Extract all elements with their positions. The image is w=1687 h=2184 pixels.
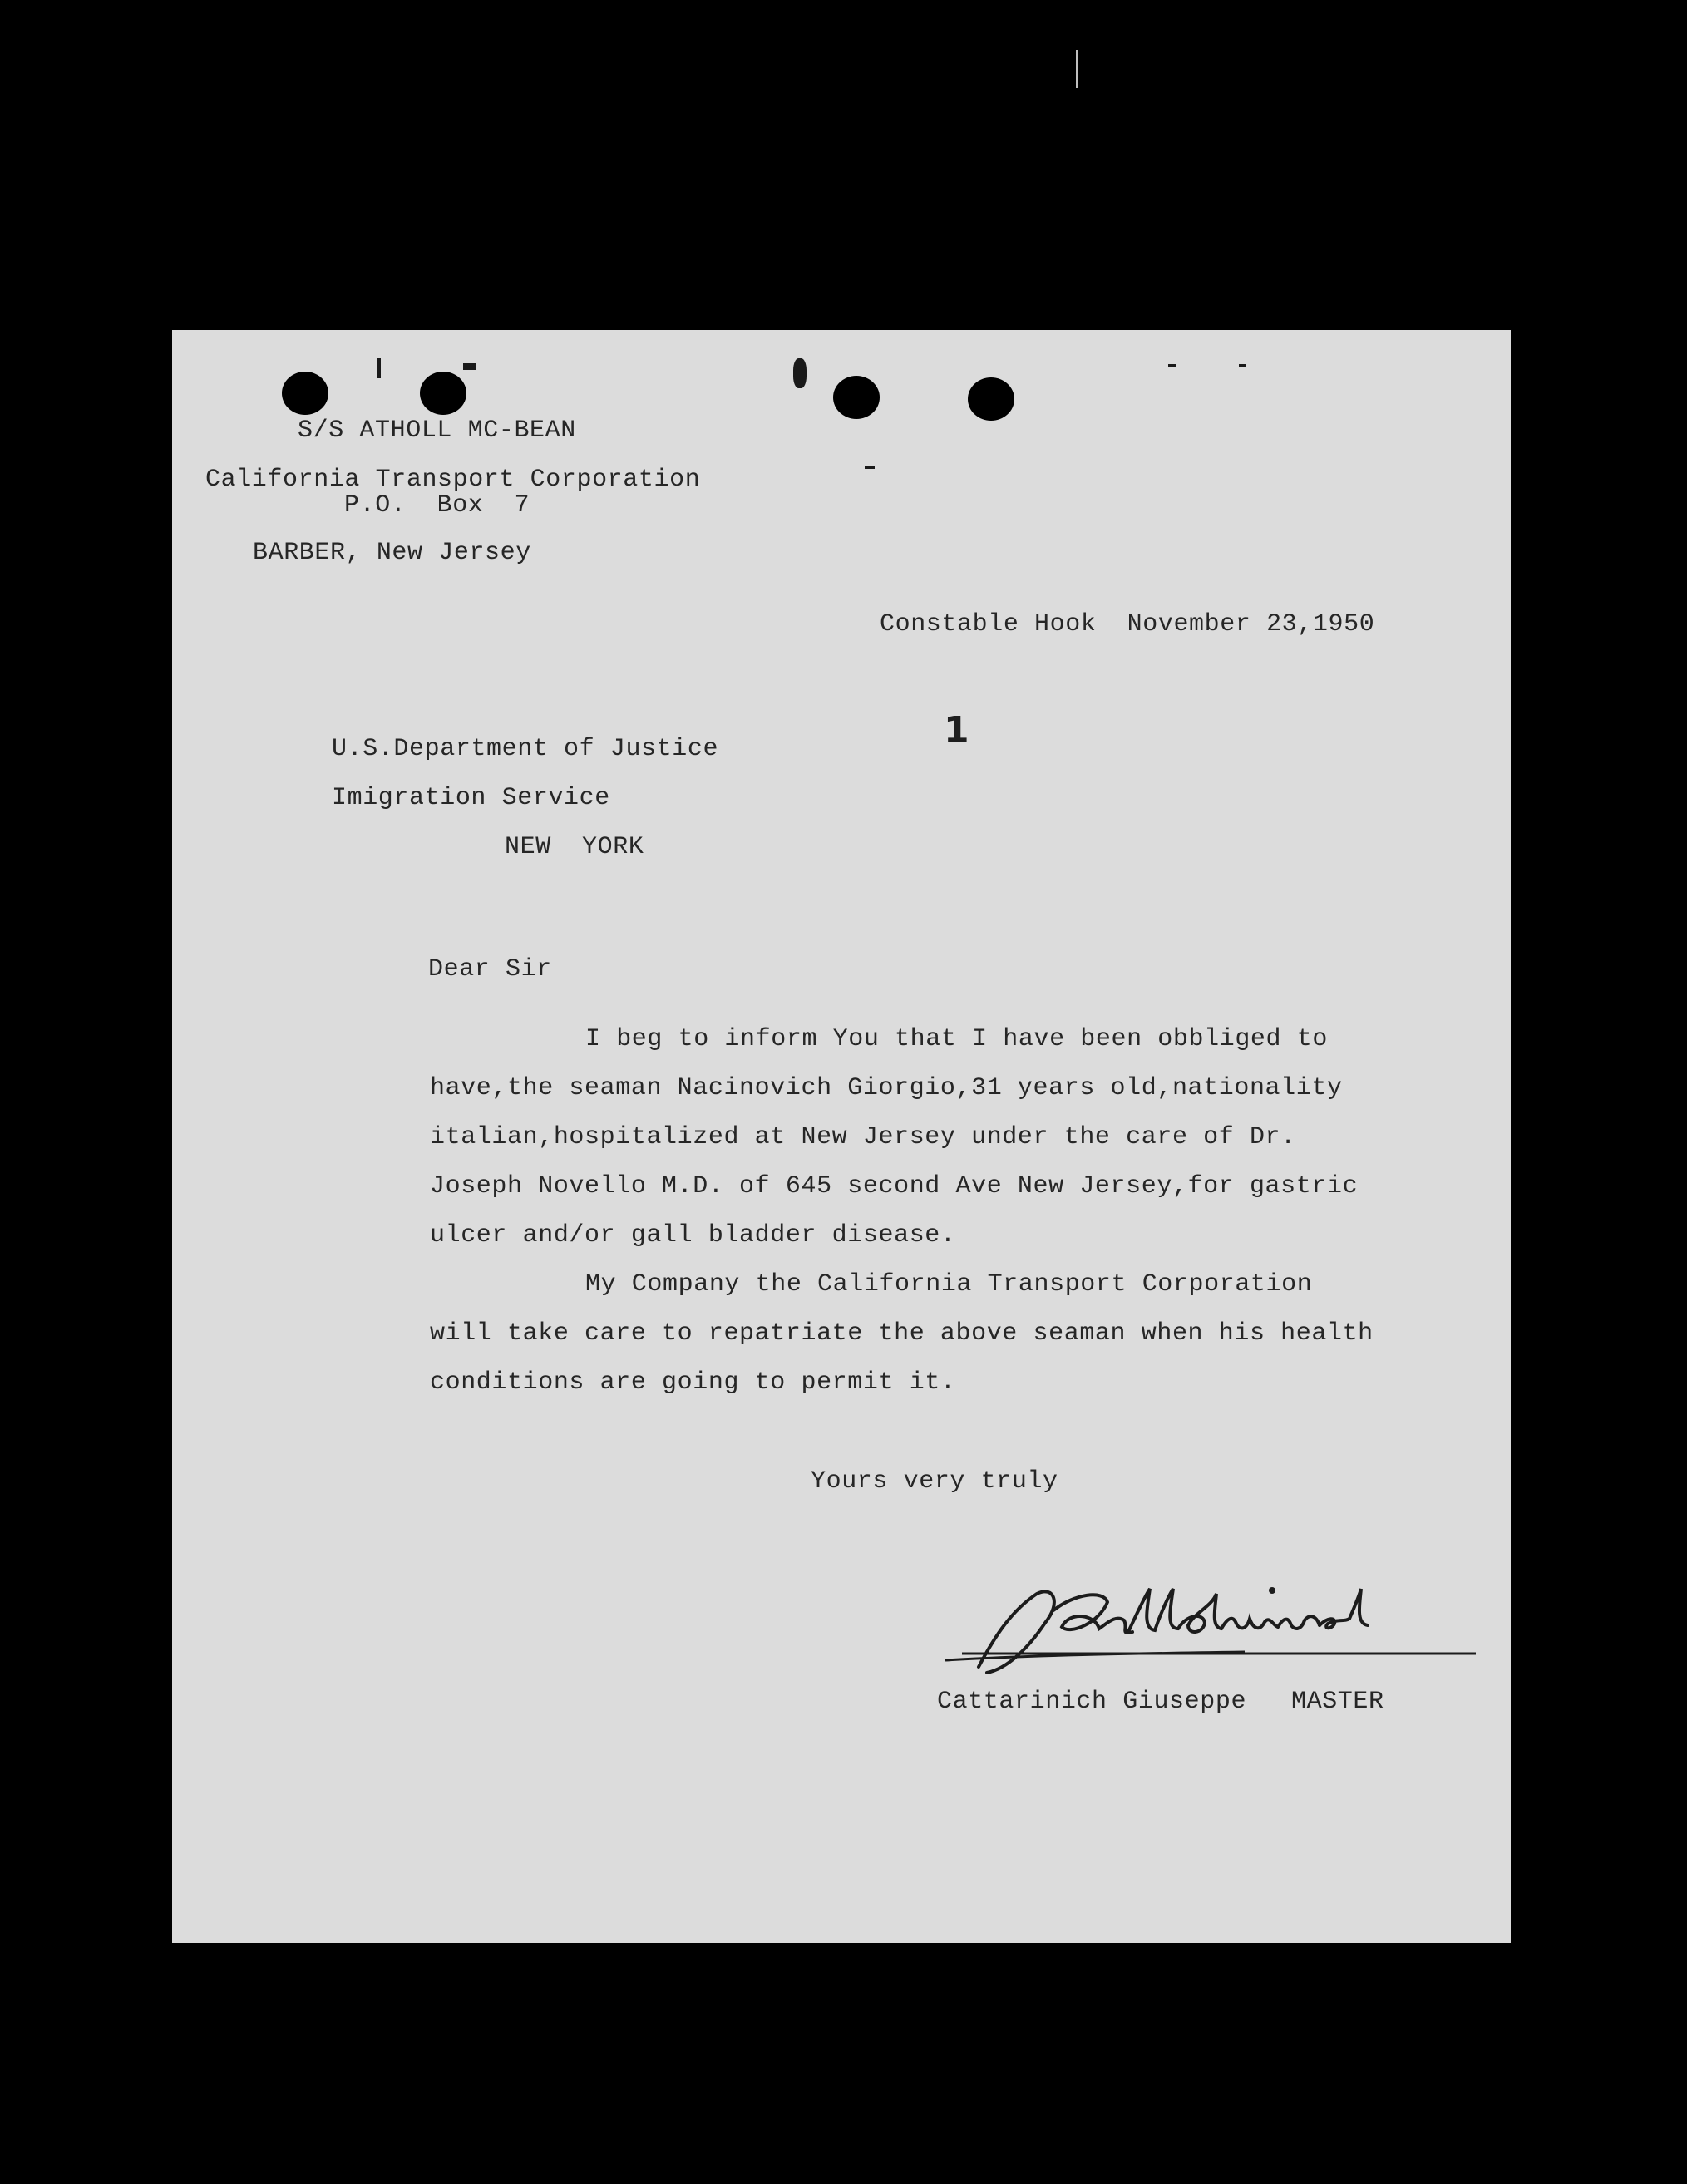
ink-speck bbox=[1239, 364, 1246, 367]
closing: Yours very truly bbox=[811, 1467, 1058, 1496]
scan-mark bbox=[1076, 50, 1078, 88]
handwritten-signature bbox=[929, 1577, 1511, 1685]
ink-speck bbox=[377, 358, 381, 378]
punch-hole bbox=[282, 372, 328, 415]
recipient-line-1: U.S.Department of Justice bbox=[332, 735, 719, 763]
letterhead-po-box: P.O. Box 7 bbox=[344, 491, 530, 520]
body-line: italian,hospitalized at New Jersey under the care of Dr. bbox=[430, 1123, 1296, 1151]
date-line: Constable Hook November 23,1950 bbox=[880, 610, 1375, 638]
body-line: I beg to inform You that I have been obbliged to bbox=[585, 1025, 1328, 1053]
recipient-line-3: NEW YORK bbox=[505, 833, 644, 861]
body-line: will take care to repatriate the above seaman when his health bbox=[430, 1319, 1374, 1348]
recipient-line-2: Imigration Service bbox=[332, 784, 610, 812]
body-line: ulcer and/or gall bladder disease. bbox=[430, 1221, 956, 1250]
ink-speck bbox=[865, 466, 875, 469]
signatory-name: Cattarinich Giuseppe bbox=[937, 1688, 1247, 1716]
punch-hole bbox=[420, 372, 466, 415]
body-line: have,the seaman Nacinovich Giorgio,31 years old,nationality bbox=[430, 1074, 1343, 1102]
letterhead-company-name: California Transport Corporation bbox=[205, 466, 701, 494]
signatory-title: MASTER bbox=[1291, 1688, 1384, 1716]
ink-speck bbox=[463, 363, 476, 370]
punch-hole bbox=[833, 376, 880, 419]
body-line: Joseph Novello M.D. of 645 second Ave New Jersey,for gastric bbox=[430, 1172, 1359, 1200]
punch-hole bbox=[968, 377, 1014, 421]
body-line: conditions are going to permit it. bbox=[430, 1368, 956, 1397]
letter-page bbox=[172, 330, 1511, 1943]
ink-speck bbox=[1168, 364, 1176, 367]
salutation: Dear Sir bbox=[428, 955, 552, 984]
page-number: 1 bbox=[944, 709, 969, 752]
letterhead-city: BARBER, New Jersey bbox=[253, 539, 531, 567]
body-line: My Company the California Transport Corporation bbox=[585, 1270, 1313, 1299]
letterhead-ship-name: S/S ATHOLL MC-BEAN bbox=[298, 417, 576, 445]
ink-speck bbox=[793, 358, 807, 388]
